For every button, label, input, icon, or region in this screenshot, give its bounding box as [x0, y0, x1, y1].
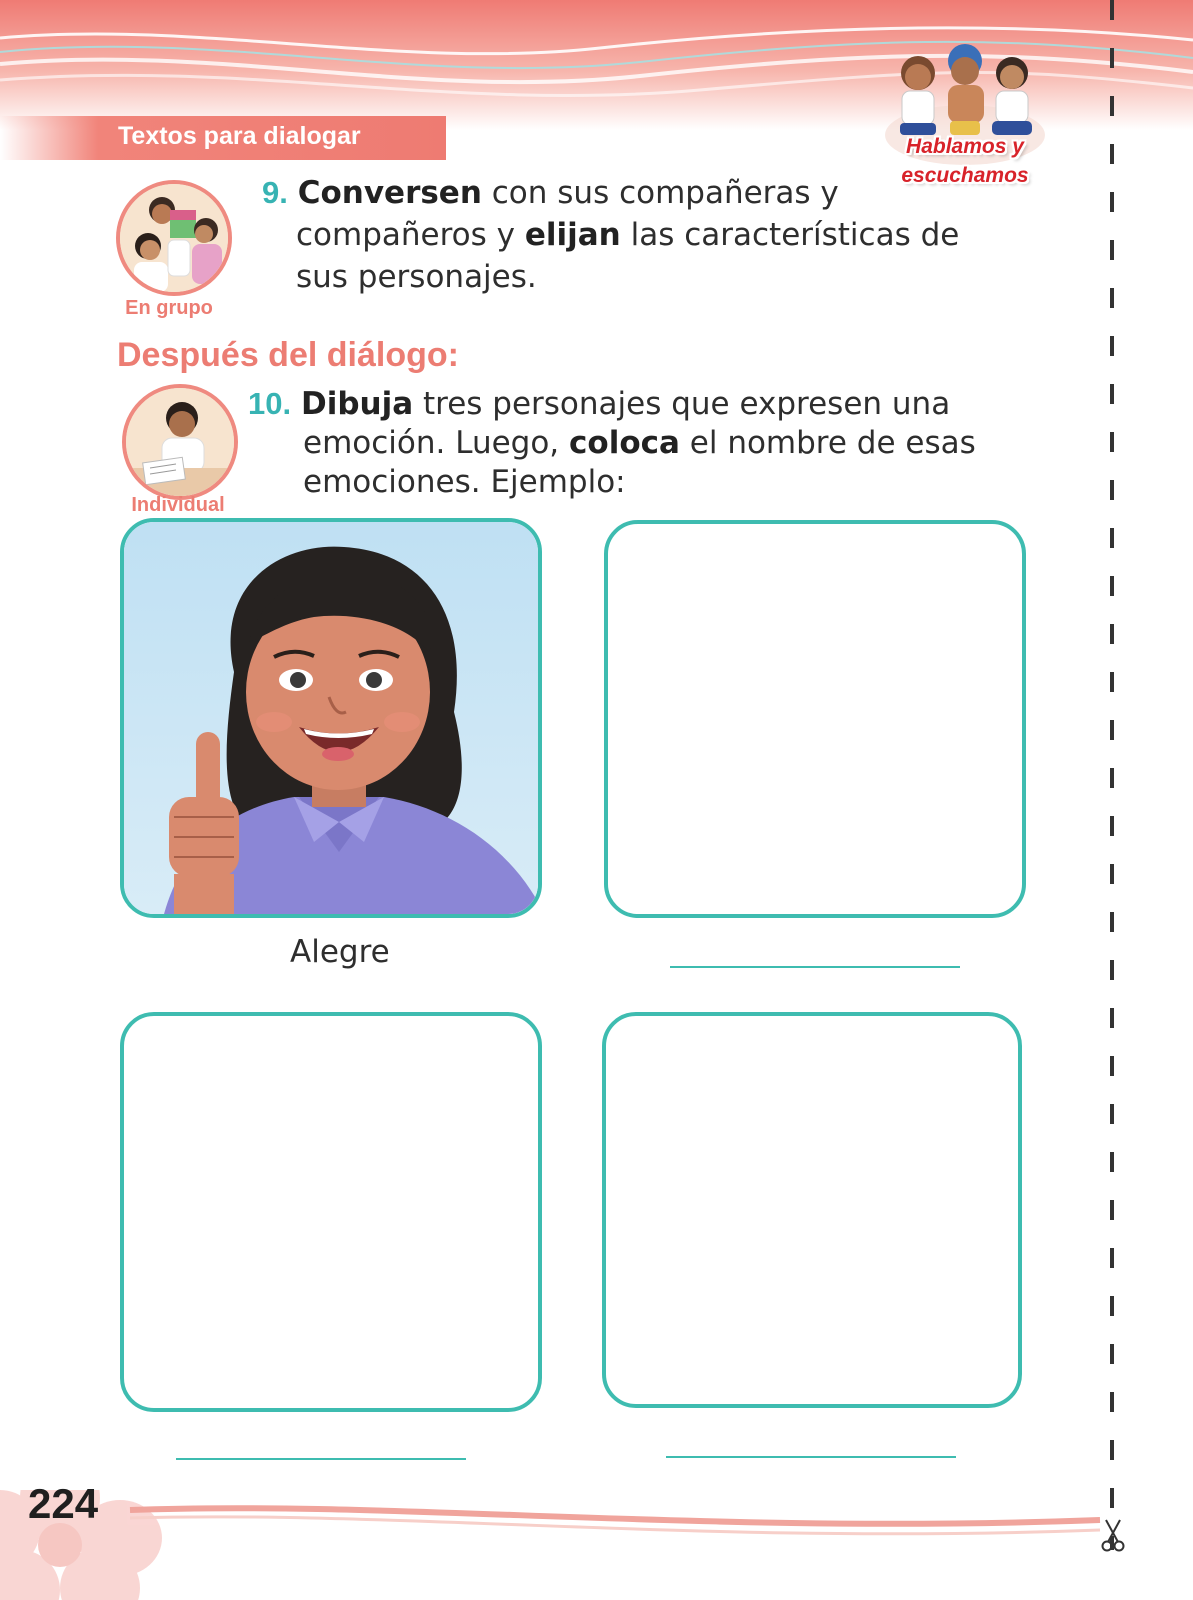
example-frame [120, 518, 542, 918]
question-10-text1: tres personajes que expresen una [413, 386, 951, 422]
question-10-line2 [248, 424, 1048, 463]
page-number: 224 [28, 1480, 99, 1527]
question-10-number: 10. [248, 386, 292, 421]
answer-line-1[interactable] [670, 966, 960, 968]
question-9-text1: con sus compañeras y [481, 175, 839, 211]
section-label: Textos para dialogar [118, 122, 361, 150]
mode-label-line2: escuchamos [901, 164, 1029, 187]
individual-icon [122, 384, 238, 500]
question-9 [262, 172, 1022, 298]
question-10-text4: emociones. Ejemplo: [303, 464, 626, 500]
question-10-line3 [248, 463, 1048, 502]
drawing-frame-3[interactable] [602, 1012, 1022, 1408]
group-icon-label: En grupo [125, 297, 213, 319]
question-10-text3: el nombre de esas [679, 425, 976, 461]
question-10-verb2: coloca [569, 425, 680, 461]
question-9-line3 [262, 256, 1022, 298]
drawing-frame-2[interactable] [120, 1012, 542, 1412]
question-10-verb1: Dibuja [300, 386, 414, 422]
question-10-line1 [248, 384, 1048, 424]
mode-label-line1: Hablamos y [906, 135, 1024, 158]
question-10 [248, 384, 1048, 502]
section-heading: Después del diálogo: [117, 336, 459, 374]
example-label: Alegre [290, 934, 390, 970]
question-9-verb1: Conversen [297, 175, 482, 211]
drawing-frame-1[interactable] [604, 520, 1026, 918]
answer-line-3[interactable] [666, 1456, 956, 1458]
question-9-number: 9. [262, 175, 288, 210]
answer-line-2[interactable] [176, 1458, 466, 1460]
footer-decoration [0, 1490, 1193, 1600]
question-9-text2: compañeros y [296, 217, 525, 253]
individual-icon-label: Individual [131, 494, 225, 516]
group-icon [116, 180, 232, 296]
question-10-text2: emoción. Luego, [303, 425, 570, 461]
question-9-text3: las características de [620, 217, 960, 253]
question-9-line1 [262, 172, 1022, 214]
question-9-text4: sus personajes. [296, 259, 537, 295]
cut-line [1110, 0, 1114, 1550]
happy-girl-thumbs-up-illustration [124, 522, 538, 914]
question-9-line2 [262, 214, 1022, 256]
question-9-verb2: elijan [524, 217, 621, 253]
section-tag [0, 116, 446, 160]
